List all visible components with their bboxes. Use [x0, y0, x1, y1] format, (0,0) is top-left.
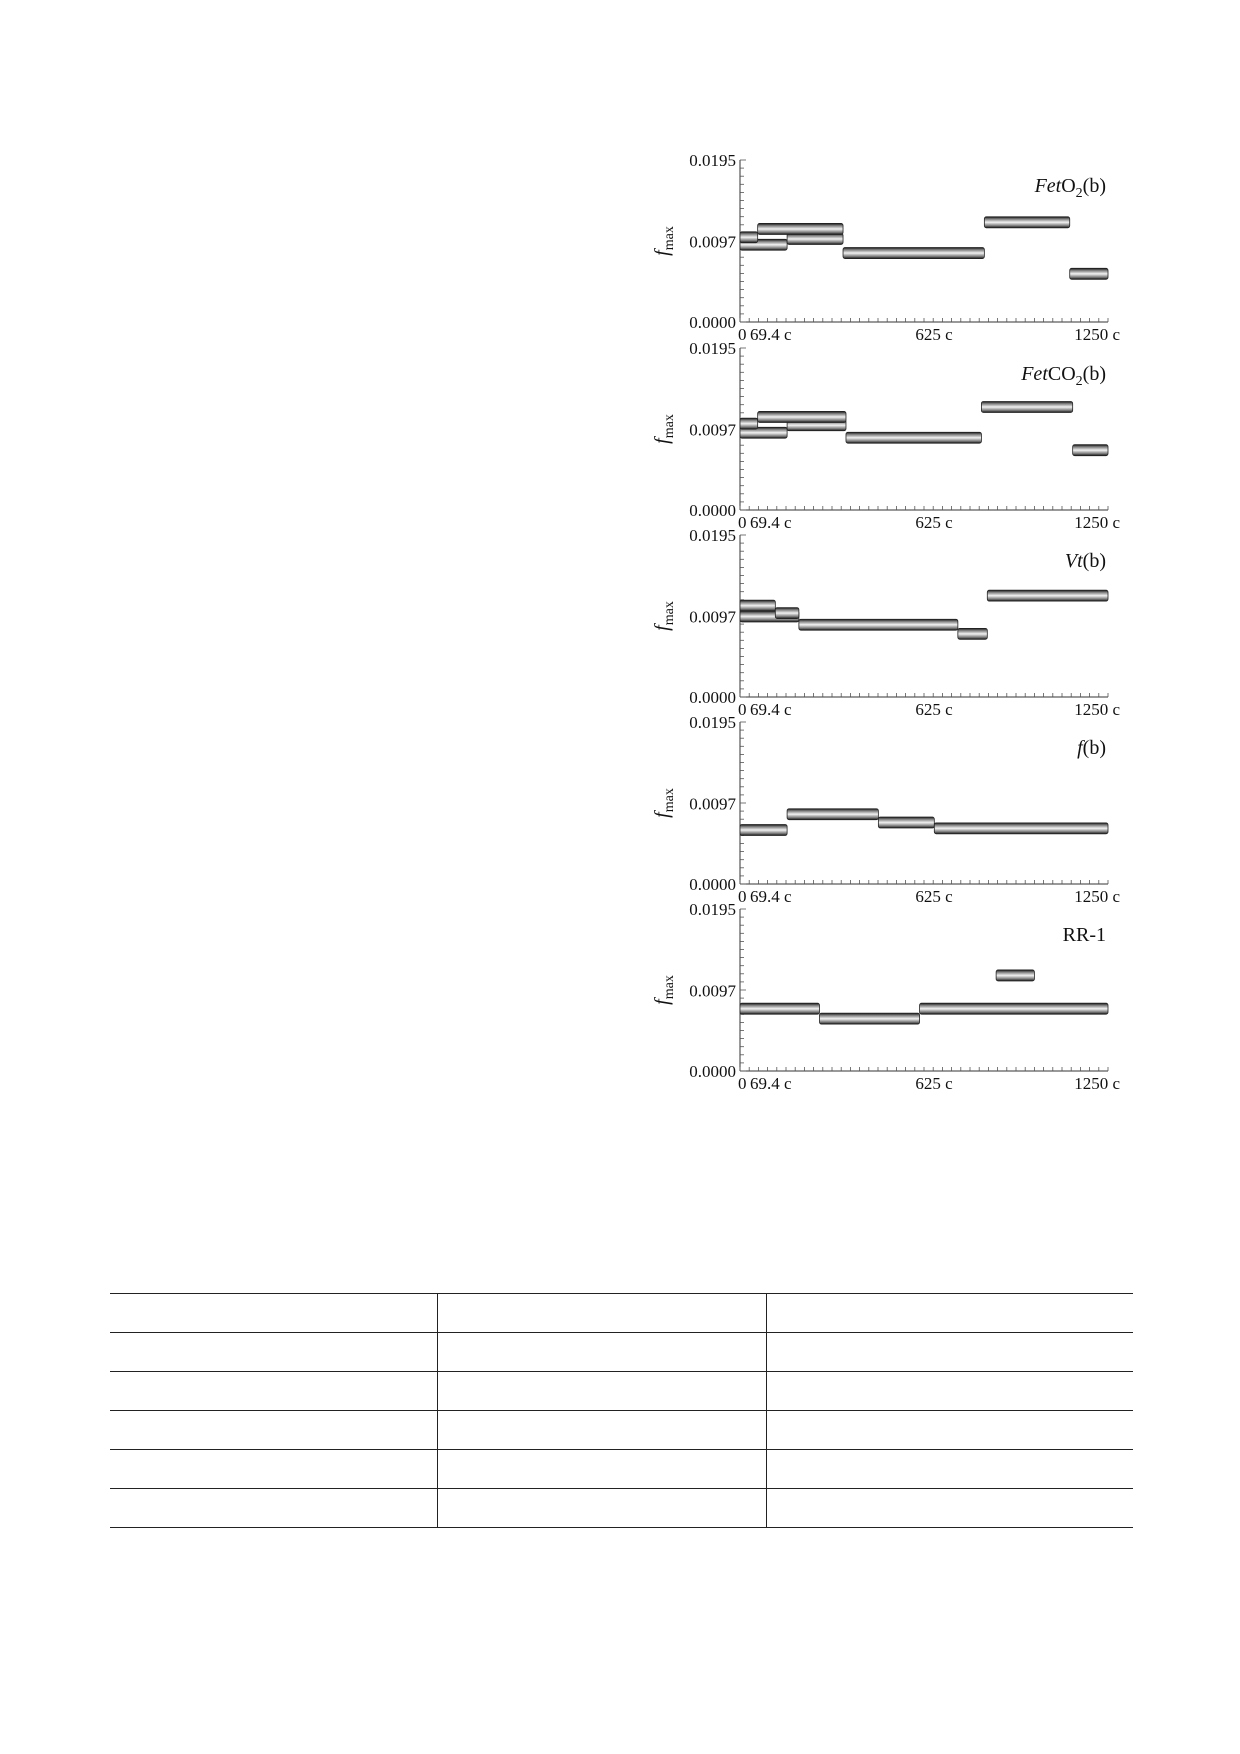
series-segment	[787, 233, 843, 244]
panel-label: Vt(b)	[1064, 550, 1106, 572]
x-tick-label: 69.4 c	[750, 325, 792, 344]
table-cell	[766, 1333, 1133, 1372]
panel-label: FetCO$_2$(b)	[1021, 363, 1106, 389]
series-segment	[819, 1013, 919, 1024]
table-cell	[438, 1450, 766, 1489]
x-tick-label: 1250 c	[1074, 887, 1120, 906]
series-segment	[787, 809, 878, 820]
chart-panel-5	[651, 900, 1120, 1093]
series-segment	[878, 817, 934, 828]
table-row	[110, 1489, 1133, 1528]
x-tick-label: 69.4 c	[750, 513, 792, 532]
series-segment	[996, 970, 1034, 981]
series-segment	[758, 411, 846, 422]
x-tick-label: 625 c	[915, 513, 953, 532]
x-tick-label: 625 c	[915, 700, 953, 719]
table-row	[110, 1411, 1133, 1450]
table-cell	[766, 1294, 1133, 1333]
table-cell	[438, 1372, 766, 1411]
y-tick-label: 0.0195	[689, 339, 736, 358]
table-cell	[110, 1294, 438, 1333]
y-tick-label: 0.0000	[689, 313, 736, 332]
table-cell	[438, 1489, 766, 1528]
chart-panel-2	[651, 339, 1120, 532]
series-segment	[846, 432, 981, 443]
x-tick-label: 0	[738, 700, 747, 719]
y-tick-label: 0.0097	[689, 607, 736, 627]
panel-label: f(b)	[1077, 737, 1106, 759]
y-tick-label: 0.0000	[689, 875, 736, 894]
y-tick-label: 0.0195	[689, 151, 736, 170]
chart-panel-4	[651, 713, 1120, 906]
x-tick-label: 625 c	[915, 1074, 953, 1093]
y-tick-label: 0.0097	[689, 794, 736, 814]
series-segment	[740, 825, 787, 836]
y-tick-label: 0.0195	[689, 526, 736, 545]
table-cell	[110, 1450, 438, 1489]
y-tick-label: 0.0097	[689, 232, 736, 252]
chart-panel-1	[651, 151, 1120, 344]
y-axis-label: $f_{max}$	[651, 788, 677, 818]
x-tick-label: 1250 c	[1074, 1074, 1120, 1093]
x-tick-label: 0	[738, 1074, 747, 1093]
series-segment	[740, 1003, 819, 1014]
y-axis-label: $f_{max}$	[651, 414, 677, 444]
panel-label: RR-1	[1062, 924, 1106, 946]
chart-panel-3	[651, 526, 1120, 719]
x-tick-label: 625 c	[915, 325, 953, 344]
y-tick-label: 0.0097	[689, 981, 736, 1001]
y-tick-label: 0.0000	[689, 501, 736, 520]
x-tick-label: 1250 c	[1074, 700, 1120, 719]
table-row	[110, 1294, 1133, 1333]
series-segment	[758, 223, 843, 234]
series-segment	[981, 401, 1072, 412]
table-row	[110, 1372, 1133, 1411]
y-tick-label: 0.0195	[689, 713, 736, 732]
data-table	[110, 1293, 1133, 1528]
table-cell	[110, 1372, 438, 1411]
x-tick-label: 1250 c	[1074, 513, 1120, 532]
table-cell	[766, 1450, 1133, 1489]
y-axis-label: $f_{max}$	[651, 975, 677, 1005]
table-cell	[110, 1489, 438, 1528]
y-tick-label: 0.0195	[689, 900, 736, 919]
series-segment	[740, 232, 758, 243]
table-cell	[110, 1333, 438, 1372]
series-segment	[984, 217, 1069, 228]
x-tick-label: 69.4 c	[750, 700, 792, 719]
series-segment	[799, 619, 958, 630]
table-cell	[438, 1333, 766, 1372]
x-tick-label: 0	[738, 513, 747, 532]
table-cell	[766, 1489, 1133, 1528]
y-tick-label: 0.0000	[689, 688, 736, 707]
series-segment	[920, 1003, 1108, 1014]
x-tick-label: 69.4 c	[750, 887, 792, 906]
table-cell	[438, 1294, 766, 1333]
panel-label: FetO$_2$(b)	[1034, 175, 1106, 201]
series-segment	[775, 608, 799, 619]
series-segment	[958, 628, 987, 639]
series-segment	[740, 600, 775, 611]
series-segment	[843, 248, 984, 259]
x-tick-label: 1250 c	[1074, 325, 1120, 344]
table-cell	[438, 1411, 766, 1450]
series-segment	[987, 590, 1108, 601]
table-cell	[766, 1411, 1133, 1450]
series-segment	[740, 418, 758, 429]
table-row	[110, 1333, 1133, 1372]
x-tick-label: 0	[738, 887, 747, 906]
y-axis-label: $f_{max}$	[651, 601, 677, 631]
table-cell	[110, 1411, 438, 1450]
series-segment	[934, 823, 1108, 834]
table-row	[110, 1450, 1133, 1489]
y-tick-label: 0.0000	[689, 1062, 736, 1081]
x-tick-label: 0	[738, 325, 747, 344]
series-segment	[1073, 445, 1108, 456]
y-axis-label: $f_{max}$	[651, 226, 677, 256]
y-tick-label: 0.0097	[689, 420, 736, 440]
x-tick-label: 625 c	[915, 887, 953, 906]
table-cell	[766, 1372, 1133, 1411]
series-segment	[1070, 268, 1108, 279]
x-tick-label: 69.4 c	[750, 1074, 792, 1093]
